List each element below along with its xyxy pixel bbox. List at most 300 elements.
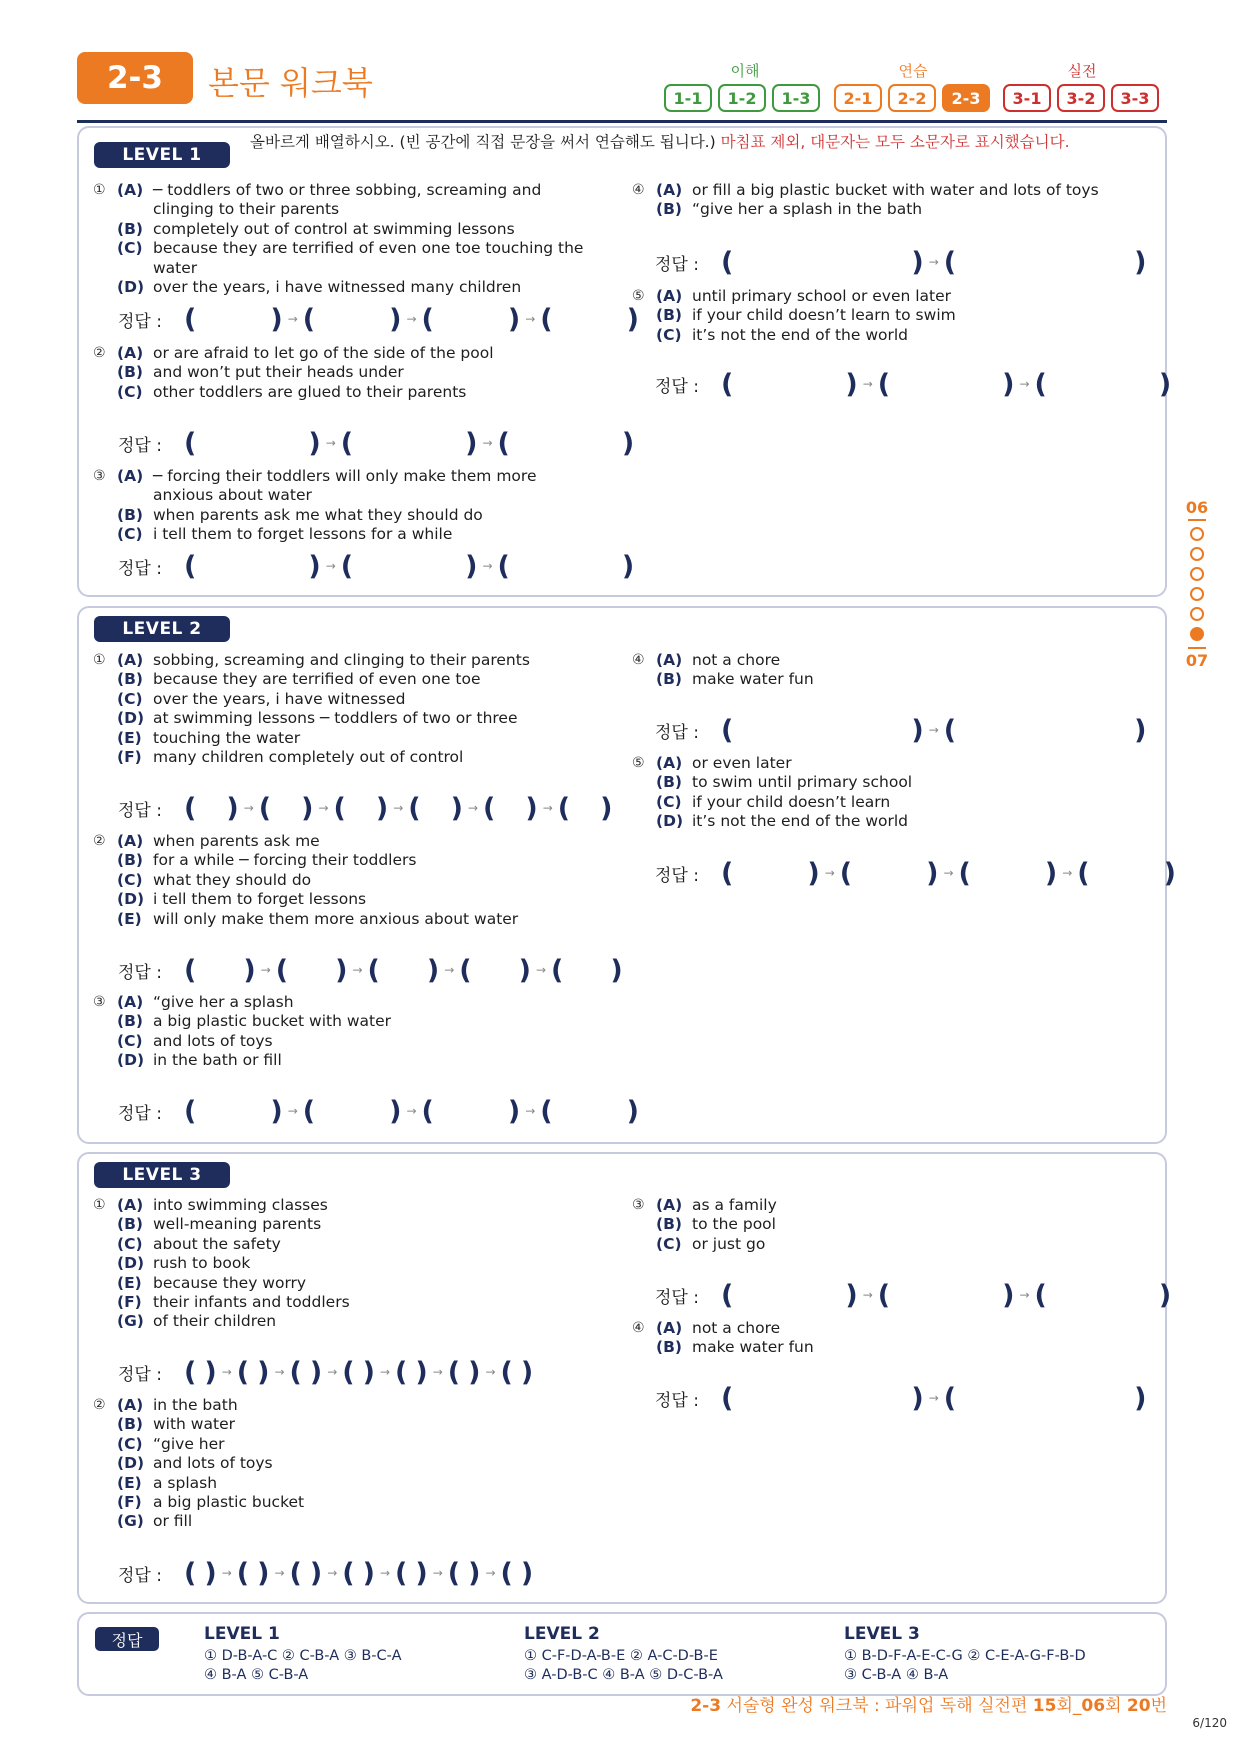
option-letter: (C) — [117, 870, 143, 889]
answer-label: 정답 : — [655, 254, 699, 275]
answer-blank[interactable] — [342, 1558, 375, 1589]
answer-label: 정답 : — [118, 800, 162, 821]
open-paren-icon: ( — [551, 954, 564, 986]
level2-q4-answer[interactable] — [655, 714, 1146, 746]
answer-label: 정답 : — [655, 722, 699, 743]
arrow-icon: → — [406, 312, 417, 326]
level1-q4 — [632, 181, 1099, 220]
question-line — [93, 1493, 304, 1512]
answer-label: 정답 : — [655, 376, 699, 397]
close-paren-icon: ) — [1134, 714, 1147, 746]
answer-key-level2-title: LEVEL 2 — [524, 1624, 600, 1644]
open-paren-icon: ( — [184, 427, 197, 459]
close-paren-icon: ) — [243, 954, 256, 986]
question-line — [93, 670, 530, 689]
option-letter: (G) — [117, 1312, 144, 1331]
option-text: at swimming lessons ─ toddlers of two or three — [153, 709, 518, 728]
group-label-practice: 연습 — [898, 62, 928, 80]
arrow-icon: → — [1019, 377, 1030, 391]
level1-q2 — [93, 344, 494, 402]
dot-icon[interactable] — [1190, 567, 1204, 581]
side-nav-dots — [1184, 527, 1210, 641]
close-paren-icon: ) — [621, 550, 635, 582]
arrow-icon: → — [1062, 866, 1073, 880]
option-text: or fill — [153, 1512, 193, 1531]
option-text: it’s not the end of the world — [692, 812, 909, 831]
option-text: in the bath or fill — [153, 1051, 282, 1070]
tab-3-2[interactable]: 3-2 — [1057, 84, 1105, 112]
open-paren-icon: ( — [302, 303, 316, 335]
question-number: ④ — [632, 652, 645, 668]
open-paren-icon: ( — [184, 1356, 197, 1388]
tab-2-1[interactable]: 2-1 — [834, 84, 882, 112]
answer-blank[interactable] — [878, 1280, 1015, 1311]
question-line — [93, 363, 494, 382]
answer-blank[interactable] — [303, 304, 402, 335]
open-paren-icon: ( — [500, 1356, 513, 1388]
answer-blank[interactable] — [944, 247, 1147, 278]
answer-blank[interactable] — [184, 1558, 217, 1589]
question-line — [93, 1012, 391, 1031]
arrow-icon: → — [862, 1288, 873, 1302]
open-paren-icon: ( — [367, 954, 380, 986]
option-letter: (A) — [117, 1396, 144, 1414]
question-number — [93, 748, 117, 767]
answer-blank[interactable] — [501, 1558, 534, 1589]
arrow-icon: → — [928, 255, 939, 269]
option-letter: (B) — [117, 219, 143, 238]
question-line — [93, 278, 583, 297]
question-line — [93, 259, 583, 278]
option-letter: (B) — [117, 670, 143, 689]
answer-label: 정답 : — [655, 865, 699, 886]
level1-q4-answer[interactable] — [655, 246, 1146, 278]
question-line — [632, 181, 1099, 200]
answer-blank[interactable] — [448, 1357, 481, 1388]
answer-key-label: 정답 — [95, 1627, 159, 1651]
option-letter: (A) — [117, 993, 144, 1011]
question-number: ② — [93, 1397, 106, 1413]
answer-blank[interactable] — [540, 1096, 639, 1127]
open-paren-icon: ( — [721, 857, 734, 889]
open-paren-icon: ( — [289, 1557, 302, 1589]
option-letter: (B) — [656, 1338, 682, 1357]
question-line — [93, 1215, 350, 1234]
question-number — [632, 200, 656, 219]
open-paren-icon: ( — [540, 303, 553, 335]
close-paren-icon: ) — [465, 427, 478, 459]
question-line — [93, 1254, 350, 1273]
question-line — [93, 467, 536, 486]
close-paren-icon: ) — [520, 1557, 534, 1589]
open-paren-icon: ( — [302, 1095, 316, 1127]
question-number: ① — [93, 182, 106, 198]
close-paren-icon: ) — [911, 714, 924, 746]
arrow-icon: → — [379, 1365, 390, 1379]
level2-q5-answer[interactable] — [655, 857, 1176, 889]
answer-blank[interactable] — [184, 793, 239, 824]
answer-blank[interactable] — [341, 551, 478, 582]
answer-blank[interactable] — [840, 858, 939, 889]
level3-q3 — [632, 1196, 777, 1254]
question-number — [93, 1235, 117, 1254]
close-paren-icon: ) — [518, 954, 531, 986]
answer-blank[interactable] — [459, 955, 531, 986]
question-number — [93, 1493, 117, 1512]
level3-q4-answer[interactable] — [655, 1382, 1146, 1414]
open-paren-icon: ( — [421, 303, 434, 335]
option-letter: (B) — [656, 773, 682, 792]
arrow-icon: → — [1019, 1288, 1030, 1302]
footer-code: 2-3 — [690, 1696, 722, 1716]
question-number — [93, 890, 117, 909]
close-paren-icon: ) — [626, 1095, 639, 1127]
answer-blank[interactable] — [276, 955, 348, 986]
answer-key-level3 — [844, 1624, 1086, 1685]
tab-3-1[interactable]: 3-1 — [1003, 84, 1051, 112]
option-text: for a while ─ forcing their toddlers — [153, 851, 417, 870]
level1-label: LEVEL 1 — [94, 142, 230, 168]
answer-blank[interactable] — [448, 1558, 481, 1589]
option-letter: (B) — [656, 200, 682, 219]
option-text: about the safety — [153, 1234, 281, 1253]
arrow-icon: → — [221, 1566, 232, 1580]
side-nav-top: 06 — [1185, 498, 1209, 517]
close-paren-icon: ) — [507, 303, 521, 335]
answer-blank[interactable] — [184, 1096, 283, 1127]
option-text: of their children — [153, 1312, 277, 1331]
answer-blank[interactable] — [944, 715, 1147, 746]
level1-q5-answer[interactable] — [655, 368, 1171, 400]
answer-blank[interactable] — [334, 793, 389, 824]
close-paren-icon: ) — [426, 954, 440, 986]
group-label-understand: 이해 — [730, 62, 760, 80]
option-text: “give her a splash — [153, 993, 294, 1011]
question-number: ⑤ — [632, 288, 645, 304]
answer-blank[interactable] — [498, 428, 635, 459]
option-letter: (C) — [117, 1031, 143, 1050]
close-paren-icon: ) — [257, 1356, 270, 1388]
question-number — [632, 793, 656, 812]
footer — [690, 1691, 1167, 1716]
option-letter: (D) — [117, 1051, 145, 1070]
open-paren-icon: ( — [483, 792, 496, 824]
option-letter: (C) — [117, 1234, 143, 1253]
tab-3-3[interactable]: 3-3 — [1111, 84, 1159, 112]
open-paren-icon: ( — [839, 857, 853, 889]
answer-blank[interactable] — [237, 1357, 270, 1388]
close-paren-icon: ) — [309, 1557, 323, 1589]
arrow-icon: → — [525, 1104, 536, 1118]
answer-blank[interactable] — [721, 715, 924, 746]
question-line — [93, 1293, 350, 1312]
option-text: water — [153, 258, 198, 277]
question-number — [93, 363, 117, 382]
answer-blank[interactable] — [1077, 858, 1176, 889]
question-number — [93, 220, 117, 239]
arrow-icon: → — [327, 1566, 338, 1580]
answer-key-level3-line2: ③ C-B-A ④ B-A — [844, 1667, 949, 1683]
arrow-icon: → — [482, 436, 493, 450]
option-letter: (A) — [117, 651, 144, 669]
answer-blank[interactable] — [184, 304, 283, 335]
close-paren-icon: ) — [362, 1356, 375, 1388]
open-paren-icon: ( — [342, 1557, 355, 1589]
answer-key-level3-line1: ① B-D-F-A-E-C-G ② C-E-A-G-F-B-D — [844, 1648, 1086, 1664]
option-letter: (A) — [656, 1319, 683, 1337]
active-dot-icon[interactable] — [1190, 627, 1204, 641]
open-paren-icon: ( — [943, 714, 957, 746]
side-nav-divider — [1188, 519, 1206, 521]
level2-q4 — [632, 651, 814, 690]
question-number — [632, 812, 656, 831]
question-number — [93, 525, 117, 544]
answer-blank[interactable] — [558, 793, 613, 824]
question-number: ③ — [93, 994, 106, 1010]
close-paren-icon: ) — [415, 1356, 428, 1388]
level3-label: LEVEL 3 — [94, 1162, 230, 1188]
side-nav-divider — [1188, 647, 1206, 649]
question-number — [93, 1415, 117, 1434]
answer-blank[interactable] — [1035, 369, 1172, 400]
question-number: ① — [93, 1197, 106, 1213]
open-paren-icon: ( — [721, 1382, 734, 1414]
option-letter: (E) — [117, 1473, 142, 1492]
footer-text3: 회 — [1105, 1696, 1127, 1716]
close-paren-icon: ) — [845, 368, 858, 400]
answer-blank[interactable] — [422, 304, 521, 335]
question-line — [93, 383, 494, 402]
question-line — [632, 200, 1099, 219]
arrow-icon: → — [525, 312, 536, 326]
open-paren-icon: ( — [721, 1279, 734, 1311]
question-number — [632, 1215, 656, 1234]
answer-blank[interactable] — [184, 551, 321, 582]
side-nav — [1184, 498, 1210, 670]
close-paren-icon: ) — [600, 792, 613, 824]
instruction-note: 마침표 제외, 대문자는 모두 소문자로 표시했습니다. — [720, 133, 1070, 151]
arrow-icon: → — [485, 1566, 496, 1580]
question-line — [93, 1454, 304, 1473]
answer-key-level1-line1: ① D-B-A-C ② C-B-A ③ B-C-A — [204, 1648, 402, 1664]
answer-key-level1-line2: ④ B-A ⑤ C-B-A — [204, 1667, 309, 1683]
answer-blank[interactable] — [395, 1357, 428, 1388]
arrow-icon: → — [318, 801, 329, 815]
question-number — [93, 486, 117, 505]
answer-label: 정답 : — [655, 1390, 699, 1411]
question-line — [93, 1415, 304, 1434]
arrow-icon: → — [243, 801, 254, 815]
tab-1-3[interactable]: 1-3 — [772, 84, 820, 112]
option-letter: (E) — [117, 728, 142, 747]
option-text: not a chore — [692, 1319, 781, 1337]
option-letter: (D) — [117, 1454, 145, 1473]
open-paren-icon: ( — [184, 792, 197, 824]
level1-q1-answer[interactable] — [118, 303, 639, 335]
option-text: what they should do — [153, 870, 312, 889]
close-paren-icon: ) — [204, 1356, 217, 1388]
answer-blank[interactable] — [368, 955, 440, 986]
dot-icon[interactable] — [1190, 587, 1204, 601]
answer-blank[interactable] — [408, 793, 463, 824]
page-number: 6/120 — [1192, 1716, 1227, 1730]
question-line — [93, 200, 583, 219]
level3-q1-answer[interactable] — [118, 1356, 533, 1388]
answer-blank[interactable] — [721, 369, 858, 400]
level2-q2 — [93, 832, 518, 929]
answer-blank[interactable] — [721, 247, 924, 278]
close-paren-icon: ) — [309, 1356, 323, 1388]
option-text: because they are terrified of even one toe touching the — [153, 239, 584, 258]
question-number — [93, 729, 117, 748]
answer-blank[interactable] — [540, 304, 639, 335]
lesson-badge: 2-3 — [77, 52, 193, 104]
question-number — [93, 1512, 117, 1531]
question-number: ③ — [632, 1197, 645, 1213]
answer-blank[interactable] — [551, 955, 623, 986]
answer-blank[interactable] — [259, 793, 314, 824]
option-text: i tell them to forget lessons for a while — [153, 525, 453, 544]
option-letter: (A) — [117, 467, 144, 485]
close-paren-icon: ) — [468, 1356, 481, 1388]
open-paren-icon: ( — [500, 1557, 513, 1589]
option-text: until primary school or even later — [692, 287, 952, 305]
open-paren-icon: ( — [943, 246, 957, 278]
footer-num3: 20 — [1126, 1696, 1151, 1716]
close-paren-icon: ) — [308, 550, 321, 582]
question-line — [93, 851, 518, 870]
answer-key-level2-line2: ③ A-D-B-C ④ B-A ⑤ D-C-B-A — [524, 1667, 723, 1683]
level2-q1-answer[interactable] — [118, 792, 612, 824]
answer-blank[interactable] — [944, 1383, 1147, 1414]
tab-1-2[interactable]: 1-2 — [718, 84, 766, 112]
answer-blank[interactable] — [721, 1383, 924, 1414]
option-text: “give her a splash in the bath — [692, 200, 923, 219]
arrow-icon: → — [542, 801, 553, 815]
level1-q3-answer[interactable] — [118, 550, 634, 582]
arrow-icon: → — [928, 1391, 939, 1405]
answer-key-level1-title: LEVEL 1 — [204, 1624, 280, 1644]
arrow-icon: → — [485, 1365, 496, 1379]
open-paren-icon: ( — [721, 246, 734, 278]
answer-blank[interactable] — [721, 1280, 858, 1311]
question-number — [93, 1293, 117, 1312]
answer-blank[interactable] — [290, 1357, 323, 1388]
option-letter: (C) — [656, 1234, 682, 1253]
option-letter: (C) — [117, 525, 143, 544]
tab-2-2[interactable]: 2-2 — [888, 84, 936, 112]
option-text: sobbing, screaming and clinging to their parents — [153, 651, 530, 669]
level1-q1 — [93, 181, 583, 297]
option-text: when parents ask me what they should do — [153, 505, 483, 524]
answer-blank[interactable] — [878, 369, 1015, 400]
open-paren-icon: ( — [184, 1095, 197, 1127]
answer-blank[interactable] — [237, 1558, 270, 1589]
close-paren-icon: ) — [270, 1095, 283, 1127]
arrow-icon: → — [287, 1104, 298, 1118]
dot-icon[interactable] — [1190, 607, 1204, 621]
answer-blank[interactable] — [483, 793, 538, 824]
level2-q5 — [632, 754, 912, 832]
instruction-main: 올바르게 배열하시오. (빈 공간에 직접 문장을 써서 연습해도 됩니다.) — [250, 133, 716, 151]
option-text: because they worry — [153, 1273, 307, 1292]
option-letter: (B) — [117, 1012, 143, 1031]
open-paren-icon: ( — [447, 1356, 461, 1388]
open-paren-icon: ( — [236, 1557, 250, 1589]
tab-1-1[interactable]: 1-1 — [664, 84, 712, 112]
question-line — [93, 344, 494, 363]
question-line — [93, 506, 536, 525]
tab-2-3[interactable]: 2-3 — [942, 84, 990, 112]
answer-blank[interactable] — [342, 1357, 375, 1388]
open-paren-icon: ( — [421, 1095, 434, 1127]
dot-icon[interactable] — [1190, 547, 1204, 561]
question-line — [93, 525, 536, 544]
question-number — [93, 1454, 117, 1473]
level1-q3 — [93, 467, 536, 545]
question-number — [632, 1338, 656, 1357]
option-text: clinging to their parents — [153, 200, 340, 219]
dot-icon[interactable] — [1190, 527, 1204, 541]
answer-blank[interactable] — [1035, 1280, 1172, 1311]
answer-blank[interactable] — [290, 1558, 323, 1589]
option-letter: (G) — [117, 1512, 144, 1531]
close-paren-icon: ) — [270, 303, 283, 335]
answer-blank[interactable] — [184, 1357, 217, 1388]
level1-q2-answer[interactable] — [118, 427, 634, 459]
answer-blank[interactable] — [498, 551, 635, 582]
close-paren-icon: ) — [807, 857, 820, 889]
answer-blank[interactable] — [721, 858, 820, 889]
question-line — [93, 220, 583, 239]
question-line — [93, 1435, 304, 1454]
close-paren-icon: ) — [1158, 1279, 1172, 1311]
answer-blank[interactable] — [959, 858, 1058, 889]
option-text: a splash — [153, 1473, 218, 1492]
footer-text4: 번 — [1150, 1696, 1167, 1716]
level3-q2-answer[interactable] — [118, 1557, 533, 1589]
arrow-icon: → — [535, 963, 546, 977]
open-paren-icon: ( — [408, 792, 421, 824]
close-paren-icon: ) — [257, 1557, 270, 1589]
close-paren-icon: ) — [204, 1557, 217, 1589]
option-letter: (F) — [117, 1493, 142, 1512]
answer-blank[interactable] — [501, 1357, 534, 1388]
answer-blank[interactable] — [303, 1096, 402, 1127]
answer-blank[interactable] — [422, 1096, 521, 1127]
open-paren-icon: ( — [340, 427, 354, 459]
option-text: as a family — [692, 1196, 777, 1214]
question-number — [93, 709, 117, 728]
level3-q3-answer[interactable] — [655, 1279, 1171, 1311]
option-text: make water fun — [692, 670, 814, 689]
answer-blank[interactable] — [395, 1558, 428, 1589]
close-paren-icon: ) — [415, 1557, 428, 1589]
option-text: because they are terrified of even one toe — [153, 670, 481, 689]
answer-blank[interactable] — [184, 428, 321, 459]
answer-blank[interactable] — [341, 428, 478, 459]
option-letter: (E) — [117, 1273, 142, 1292]
answer-blank[interactable] — [184, 955, 256, 986]
option-text: if your child doesn’t learn — [692, 792, 891, 811]
option-letter: (B) — [117, 1415, 143, 1434]
level2-q2-answer[interactable] — [118, 954, 623, 986]
level2-q3-answer[interactable] — [118, 1095, 639, 1127]
level2-label: LEVEL 2 — [94, 616, 230, 642]
arrow-icon: → — [432, 1365, 443, 1379]
question-line — [93, 690, 530, 709]
arrow-icon: → — [432, 1566, 443, 1580]
